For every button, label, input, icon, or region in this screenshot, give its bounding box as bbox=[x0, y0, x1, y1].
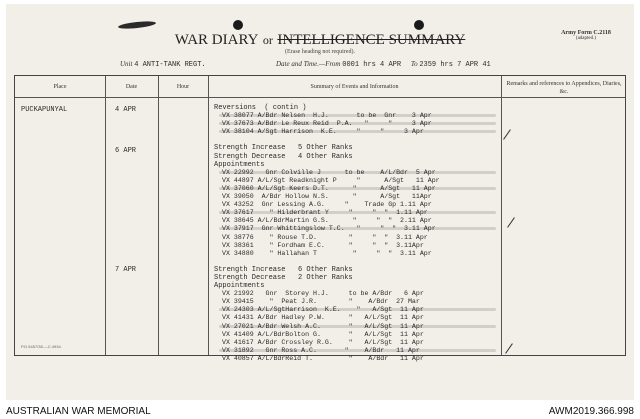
form-adapted: (adapted.) bbox=[575, 36, 597, 41]
footer-right: AWM2019.366.998 bbox=[548, 406, 634, 417]
from-value: 0001 hrs 4 APR bbox=[342, 61, 402, 69]
handwritten-tick bbox=[507, 217, 515, 227]
handwritten-tick bbox=[503, 129, 511, 139]
summary-entry-line: VX 27021 A/Bdr Welsh A.C. " A/L/Sgt 11 Apr bbox=[214, 323, 504, 331]
summary-entries bbox=[214, 104, 504, 363]
print-code: P.D.5457/38.—C.4934. bbox=[21, 344, 62, 349]
army-form-label bbox=[546, 30, 626, 41]
column-divider bbox=[208, 76, 209, 355]
summary-entry-line: VX 21992 Gnr Storey H.J. to be A/Bdr 6 Apr bbox=[222, 290, 424, 298]
date-cell: 7 APR bbox=[115, 266, 137, 274]
form-name: Army Form C.2118 bbox=[561, 30, 611, 36]
summary-entry-line: Strength Decrease 4 Other Ranks bbox=[214, 152, 353, 161]
summary-entry-line: VX 31892 Gnr Ross A.C. " A/Bdr 11 Apr bbox=[214, 347, 504, 355]
summary-entry-line: VX 37917 Gnr Whittingslow T.C. " " " 3.11 Apr bbox=[214, 225, 504, 233]
summary-header: Summary of Events and Information bbox=[310, 84, 399, 90]
date-cell: 6 APR bbox=[115, 147, 137, 155]
or-text: or bbox=[262, 33, 273, 47]
punch-hole-right bbox=[414, 20, 424, 30]
date-cell: 4 APR bbox=[115, 106, 137, 114]
diary-table bbox=[14, 75, 626, 362]
summary-entry-line: VX 38645 A/L/BdrMartin G.S. " " " 2.11 Apr bbox=[222, 217, 432, 225]
handwritten-tick bbox=[505, 343, 513, 353]
to-label: To bbox=[410, 60, 418, 68]
remarks-header: Remarks and references to Appendices, Diaries, &c. bbox=[506, 81, 622, 95]
summary-entry-line: VX 38104 A/Sgt Harrison K.E. " " 3 Apr bbox=[214, 128, 504, 136]
column-divider bbox=[105, 76, 106, 355]
date-label: Date and Time.—From bbox=[276, 60, 341, 68]
summary-entry-line: VX 39050 A/Bdr Hollow N.S. " A/Sgt 11Apr bbox=[222, 193, 432, 201]
summary-entry-line: Reversions ( contin ) bbox=[214, 104, 307, 112]
summary-entry-line: VX 41431 A/Bdr Hadley P.W. " A/L/Sgt 11 Apr bbox=[222, 314, 424, 322]
war-diary-heading: WAR DIARY bbox=[174, 32, 259, 48]
date-header: Date bbox=[125, 84, 138, 90]
summary-entry-line: VX 37060 A/L/Sgt Keers D.T. " A/Sgt 11 Apr bbox=[214, 185, 504, 193]
punch-hole-left bbox=[233, 20, 243, 30]
date-range-field bbox=[276, 60, 491, 69]
hour-header: Hour bbox=[176, 84, 190, 90]
summary-entry-line: VX 38077 A/Bdr Nelsen H.J. to be Gnr 3 Apr bbox=[214, 112, 504, 120]
summary-entry-line: Appointments bbox=[214, 160, 265, 169]
page-title bbox=[0, 31, 640, 49]
summary-entry-line: Strength Decrease 2 Other Ranks bbox=[214, 273, 353, 282]
entry-spacer bbox=[214, 258, 504, 266]
intelligence-summary-heading: INTELLIGENCE SUMMARY bbox=[277, 32, 466, 48]
entry-spacer bbox=[214, 136, 504, 144]
summary-entry-line: Appointments bbox=[214, 282, 265, 291]
summary-entry-line: VX 22992 Gnr Colville J to be A/L/Bdr 5 Apr bbox=[214, 169, 504, 177]
place-cell: PUCKAPUNYAL bbox=[21, 106, 68, 114]
unit-value: 4 ANTI-TANK REGT. bbox=[134, 61, 206, 69]
header-divider bbox=[15, 97, 625, 98]
place-header: Place bbox=[53, 84, 67, 90]
summary-entry-line: Strength Increase 5 Other Ranks bbox=[214, 144, 353, 153]
summary-entry-line: VX 24303 A/L/SgtHarrison K.E. " A/Sgt 11 Apr bbox=[214, 306, 504, 314]
summary-entry-line: VX 38361 " Fordham E.C. " " " 3.11Apr bbox=[222, 241, 424, 249]
summary-entry-line: VX 37617 " Hilderbrant Y " " " 1.11 Apr bbox=[214, 209, 504, 217]
erase-heading-note: (Erase heading not required). bbox=[285, 49, 355, 55]
summary-entry-line: VX 41409 A/L/BdrBolton G. " A/L/Sgt 11 Apr bbox=[222, 330, 424, 338]
column-divider bbox=[158, 76, 159, 355]
unit-label: Unit bbox=[120, 60, 133, 68]
summary-entry-line: VX 41617 A/Bdr Crossley R.G. " A/L/Sgt 11 Apr bbox=[222, 338, 424, 346]
summary-entry-line: Strength Increase 6 Other Ranks bbox=[214, 265, 353, 274]
summary-entry-line: VX 34880 " Hallahan T " " " 3.11 Apr bbox=[222, 249, 432, 257]
footer-left: AUSTRALIAN WAR MEMORIAL bbox=[6, 406, 151, 417]
unit-field bbox=[120, 60, 206, 69]
summary-entry-line: VX 38776 " Rouse T.D. " " " 3.11 Apr bbox=[222, 233, 428, 241]
to-value: 2359 hrs 7 APR 41 bbox=[419, 61, 491, 69]
summary-entry-line: VX 44897 A/L/Sgt Readknight P " A/Sgt 11 Apr bbox=[222, 176, 440, 184]
summary-entry-line: VX 37673 A/Bdr Le Reux Reid P.A. " " 3 Apr bbox=[214, 120, 504, 128]
summary-entry-line: VX 40857 A/L/BdrReid T. " A/Bdr 11 Apr bbox=[222, 354, 424, 362]
ink-smear-mark bbox=[118, 20, 156, 30]
summary-entry-line: VX 39415 " Peat J.R. " A/Bdr 27 Mar bbox=[222, 298, 420, 306]
summary-entry-line: VX 43252 Gnr Lessing A.G. " Trade Gp 1.11 Apr bbox=[222, 201, 432, 209]
